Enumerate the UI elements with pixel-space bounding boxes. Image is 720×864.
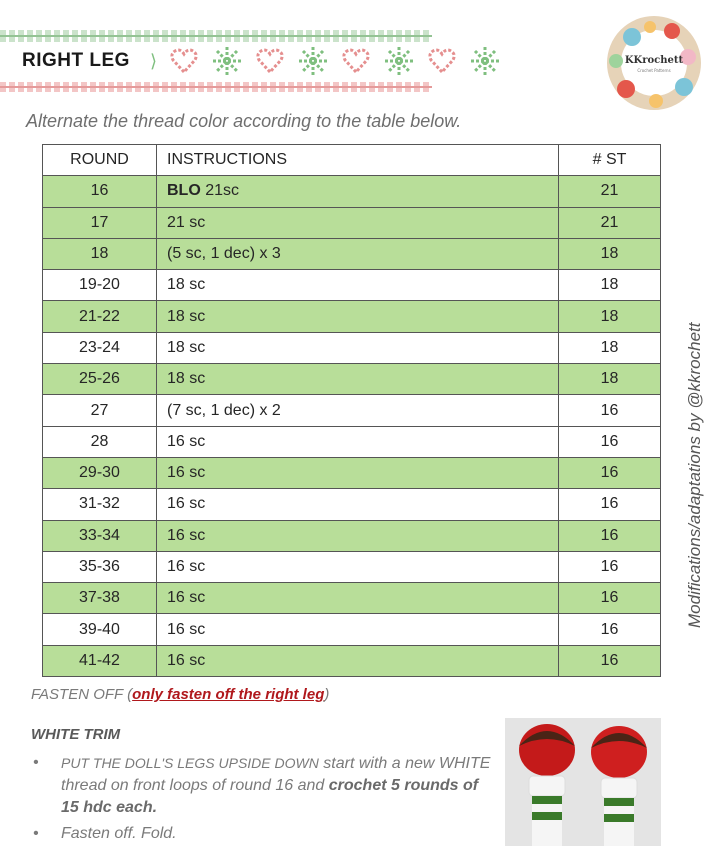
table-row bbox=[43, 395, 661, 426]
bullet-icon: • bbox=[33, 754, 39, 771]
column-header-stitches: # ST bbox=[559, 145, 661, 176]
table-row bbox=[43, 364, 661, 395]
round-cell: 39-40 bbox=[43, 614, 157, 645]
instruction-text: 16 sc bbox=[167, 495, 206, 513]
column-header-round: ROUND bbox=[43, 145, 157, 176]
band-motifs bbox=[170, 46, 500, 76]
instruction-cell bbox=[157, 270, 559, 301]
instruction-text: 16 sc bbox=[167, 620, 206, 638]
instruction-cell bbox=[157, 332, 559, 363]
table-row bbox=[43, 270, 661, 301]
table-row bbox=[43, 583, 661, 614]
instruction-text: 16 sc bbox=[167, 464, 206, 482]
table-row bbox=[43, 426, 661, 457]
page-title: RIGHT LEG bbox=[22, 50, 130, 71]
fasten-emphasis: only fasten off the right leg bbox=[132, 686, 325, 703]
instruction-cell bbox=[157, 207, 559, 238]
heart-icon bbox=[428, 48, 456, 74]
bullet-icon: • bbox=[33, 825, 39, 842]
instruction-cell bbox=[157, 176, 559, 207]
table-row bbox=[43, 176, 661, 207]
instruction-text: (7 sc, 1 dec) x 2 bbox=[167, 401, 281, 419]
kkrochett-logo bbox=[606, 15, 702, 111]
table-row bbox=[43, 238, 661, 269]
stitch-count-cell: 16 bbox=[559, 489, 661, 520]
instruction-text: (5 sc, 1 dec) x 3 bbox=[167, 245, 281, 263]
list-item: • Fasten off. Fold. bbox=[31, 823, 491, 845]
instruction-cell bbox=[157, 301, 559, 332]
instruction-cell bbox=[157, 426, 559, 457]
stitch-count-cell: 18 bbox=[559, 238, 661, 269]
stitch-count-cell: 16 bbox=[559, 645, 661, 676]
stitch-count-cell: 21 bbox=[559, 207, 661, 238]
instruction-text: 16 sc bbox=[167, 589, 206, 607]
round-cell: 33-34 bbox=[43, 520, 157, 551]
side-credit: Modifications/adaptations by @kkrochett bbox=[685, 322, 704, 628]
round-cell: 25-26 bbox=[43, 364, 157, 395]
stitch-count-cell: 16 bbox=[559, 520, 661, 551]
stitch-count-cell: 16 bbox=[559, 426, 661, 457]
table-row bbox=[43, 332, 661, 363]
table-row bbox=[43, 489, 661, 520]
table-header-row bbox=[43, 145, 661, 176]
column-header-instructions: INSTRUCTIONS bbox=[157, 145, 559, 176]
round-cell: 37-38 bbox=[43, 583, 157, 614]
table-row bbox=[43, 207, 661, 238]
instruction-text: 18 sc bbox=[167, 307, 206, 325]
table-row bbox=[43, 614, 661, 645]
instruction-cell bbox=[157, 457, 559, 488]
instruction-cell bbox=[157, 520, 559, 551]
table-row bbox=[43, 520, 661, 551]
round-cell: 27 bbox=[43, 395, 157, 426]
round-cell: 28 bbox=[43, 426, 157, 457]
round-cell: 21-22 bbox=[43, 301, 157, 332]
instruction-cell bbox=[157, 583, 559, 614]
round-cell: 17 bbox=[43, 207, 157, 238]
instruction-text: 21sc bbox=[205, 182, 240, 200]
snowflake-icon bbox=[212, 46, 242, 76]
stitch-count-cell: 18 bbox=[559, 301, 661, 332]
round-cell: 16 bbox=[43, 176, 157, 207]
snowflake-icon bbox=[470, 46, 500, 76]
snowflake-icon bbox=[384, 46, 414, 76]
round-cell: 31-32 bbox=[43, 489, 157, 520]
heart-icon bbox=[342, 48, 370, 74]
instruction-cell bbox=[157, 614, 559, 645]
round-cell: 41-42 bbox=[43, 645, 157, 676]
instruction-text: 16 sc bbox=[167, 651, 206, 669]
instruction-text: 16 sc bbox=[167, 432, 206, 450]
heart-icon bbox=[256, 48, 284, 74]
instruction-cell bbox=[157, 645, 559, 676]
band-stripe-pink bbox=[0, 82, 432, 92]
instruction-text: 16 sc bbox=[167, 526, 206, 544]
crochet-legs-photo bbox=[505, 718, 661, 846]
stitch-count-cell: 16 bbox=[559, 583, 661, 614]
table-row bbox=[43, 301, 661, 332]
stitch-count-cell: 18 bbox=[559, 270, 661, 301]
instruction-text: 18 sc bbox=[167, 276, 206, 294]
stitch-count-cell: 16 bbox=[559, 614, 661, 645]
stitch-count-cell: 18 bbox=[559, 332, 661, 363]
stitch-count-cell: 21 bbox=[559, 176, 661, 207]
stitch-count-cell: 18 bbox=[559, 364, 661, 395]
fasten-off-note: FASTEN OFF (only fasten off the right leg) bbox=[31, 686, 330, 703]
snowflake-icon bbox=[298, 46, 328, 76]
instruction-cell bbox=[157, 395, 559, 426]
list-item: • PUT THE DOLL'S LEGS UPSIDE DOWN start with a new WHITE thread on front loops of round 16 and crochet 5 rounds of 15 hdc each. bbox=[33, 754, 491, 816]
intro-text: Alternate the thread color according to the table below. bbox=[26, 111, 462, 131]
band-arrow-icon: ⟩ bbox=[150, 51, 158, 71]
stitch-count-cell: 16 bbox=[559, 457, 661, 488]
instruction-cell bbox=[157, 364, 559, 395]
table-row bbox=[43, 645, 661, 676]
instruction-cell bbox=[157, 489, 559, 520]
logo-tagline: Crochet Patterns bbox=[637, 68, 671, 73]
instruction-text: 18 sc bbox=[167, 338, 206, 356]
round-cell: 18 bbox=[43, 238, 157, 269]
stitch-count-cell: 16 bbox=[559, 551, 661, 582]
instruction-text: 21 sc bbox=[167, 213, 206, 231]
instruction-text: 18 sc bbox=[167, 370, 206, 388]
table-row bbox=[43, 457, 661, 488]
instruction-text: 16 sc bbox=[167, 558, 206, 575]
stitch-count-cell: 16 bbox=[559, 395, 661, 426]
round-cell: 35-36 bbox=[43, 551, 157, 582]
white-trim-steps bbox=[31, 752, 491, 849]
logo-text: KKrochett bbox=[624, 55, 684, 66]
table-row bbox=[43, 551, 661, 582]
white-trim-heading: WHITE TRIM bbox=[31, 726, 121, 743]
header-band bbox=[0, 30, 432, 92]
band-stripe-green bbox=[0, 30, 432, 42]
round-cell: 29-30 bbox=[43, 457, 157, 488]
rounds-table bbox=[42, 144, 661, 677]
instruction-cell bbox=[157, 238, 559, 269]
round-cell: 19-20 bbox=[43, 270, 157, 301]
blo-label: BLO bbox=[167, 182, 201, 200]
round-cell: 23-24 bbox=[43, 332, 157, 363]
heart-icon bbox=[170, 48, 198, 74]
instruction-cell bbox=[157, 551, 559, 582]
